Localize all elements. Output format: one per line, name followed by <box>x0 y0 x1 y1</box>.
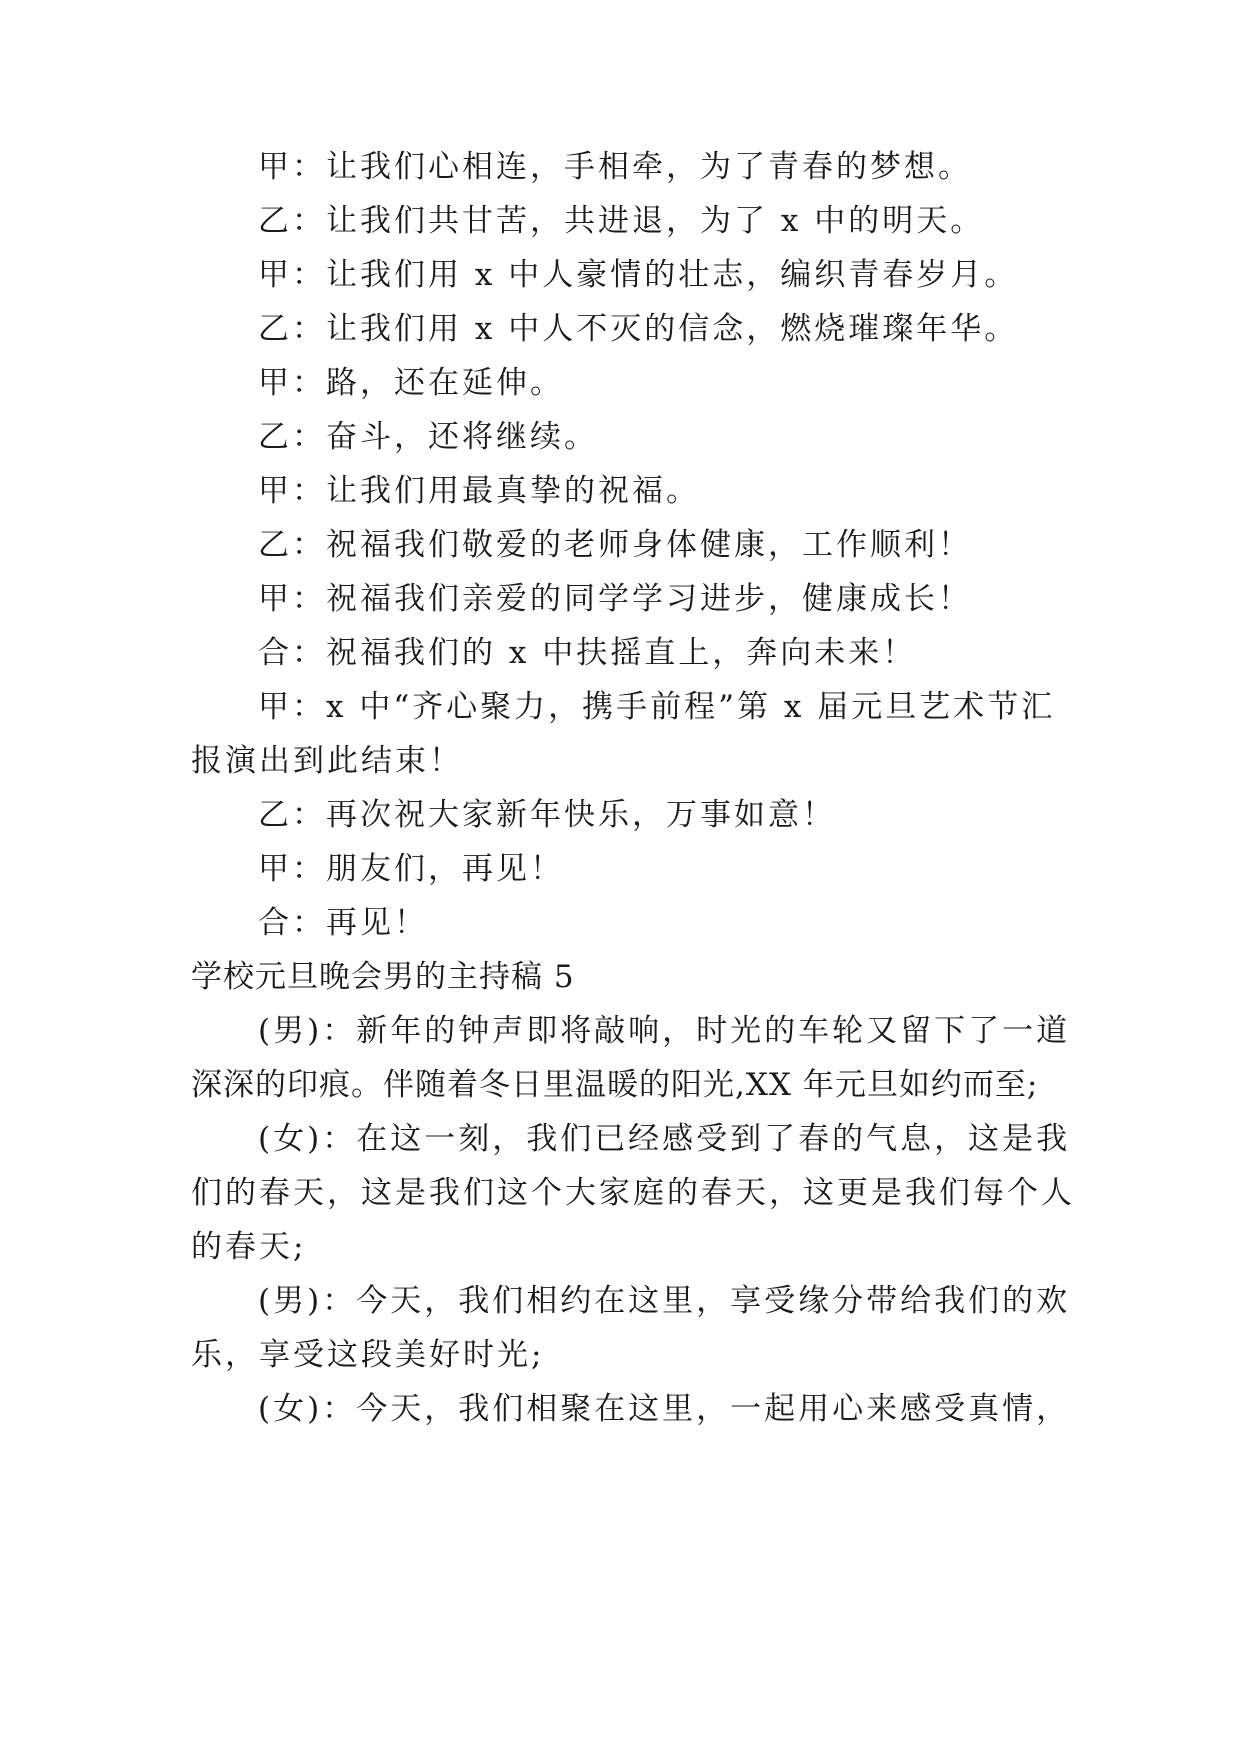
script-line: 甲：祝福我们亲爱的同学学习进步，健康成长！ <box>258 581 972 617</box>
script-line: 甲：让我们用最真挚的祝福。 <box>258 473 700 509</box>
script-line: (男)：新年的钟声即将敲响，时光的车轮又留下了一道 <box>258 1013 1071 1049</box>
script-line: 深深的印痕。伴随着冬日里温暖的阳光,XX 年元旦如约而至; <box>191 1067 1039 1103</box>
script-line: 乙：奋斗，还将继续。 <box>258 419 598 455</box>
script-line: 乙：让我们用 x 中人不灭的信念，燃烧璀璨年华。 <box>258 311 1019 347</box>
script-line: 甲：朋友们，再见！ <box>258 851 564 887</box>
section-heading: 学校元旦晚会男的主持稿 5 <box>191 959 575 995</box>
script-line: 甲：x 中“齐心聚力，携手前程”第 x 届元旦艺术节汇 <box>258 689 1056 725</box>
script-line: 乙：让我们共甘苦，共进退，为了 x 中的明天。 <box>258 203 985 239</box>
script-line: 乐，享受这段美好时光; <box>191 1337 545 1373</box>
script-line: (男)：今天，我们相约在这里，享受缘分带给我们的欢 <box>258 1283 1071 1319</box>
script-line: 乙：祝福我们敬爱的老师身体健康，工作顺利！ <box>258 527 972 563</box>
script-line: 甲：让我们用 x 中人豪情的壮志，编织青春岁月。 <box>258 257 1019 293</box>
script-line: 们的春天，这是我们这个大家庭的春天，这更是我们每个人 <box>191 1175 1075 1211</box>
script-line: 乙：再次祝大家新年快乐，万事如意！ <box>258 797 836 833</box>
script-line: (女)：今天，我们相聚在这里，一起用心来感受真情， <box>258 1391 1071 1427</box>
script-line: 合：再见！ <box>258 905 428 941</box>
script-line: 的春天; <box>191 1229 307 1265</box>
script-line: (女)：在这一刻，我们已经感受到了春的气息，这是我 <box>258 1121 1071 1157</box>
script-line: 合：祝福我们的 x 中扶摇直上，奔向未来！ <box>258 635 917 671</box>
script-line: 甲：让我们心相连，手相牵，为了青春的梦想。 <box>258 149 972 185</box>
script-line: 报演出到此结束！ <box>191 743 463 779</box>
script-line: 甲：路，还在延伸。 <box>258 365 564 401</box>
